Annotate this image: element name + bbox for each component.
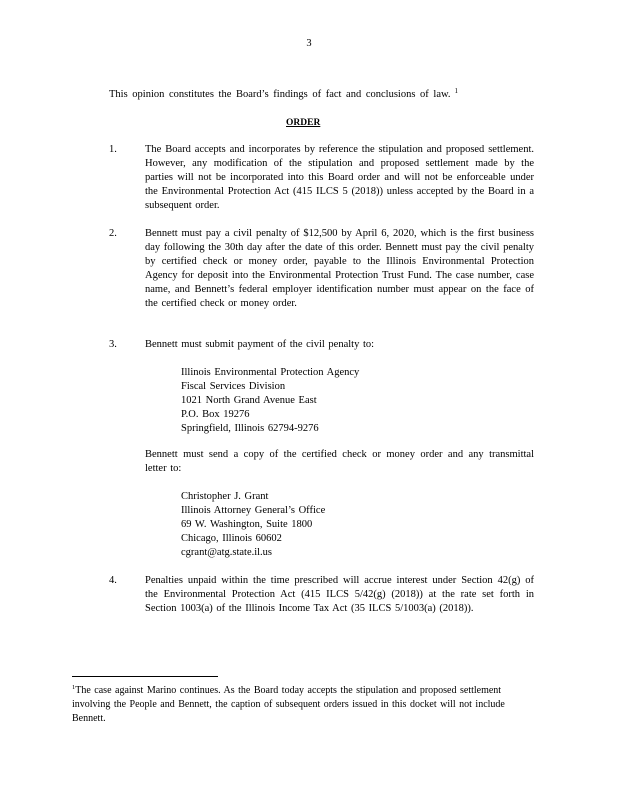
address-line: Illinois Attorney General’s Office — [181, 505, 326, 516]
order-item-3 — [109, 338, 534, 560]
address-line: Springfield, Illinois 62794-9276 — [181, 423, 319, 434]
item-number: 1. — [109, 144, 117, 155]
item-text: Bennett must pay a civil penalty of $12,500 by April 6, 2020, which is the first business day following the 30th day after the date of this order. Bennett must pay the civil penalty by certified check or money order, payable to the Illinois Environmental Protection Agency for deposit into the Environmental Protection Trust Fund. The case number, case name, and Bennett’s federal employer identification number must appear on the face of the certified check or money order. — [145, 228, 534, 309]
item-number: 2. — [109, 228, 117, 239]
order-item-2 — [109, 227, 534, 311]
footnote-text: The case against Marino continues. As the Board today accepts the stipulation and proposed settlement involving the People and Bennett, the caption of subsequent orders issued in this docket will not include Bennett. — [72, 685, 505, 724]
item-text: Penalties unpaid within the time prescribed will accrue interest under Section 42(g) of the Environmental Protection Act (415 ILCS 5/42(g) (2018)) at the rate set forth in Section 1003(a) of the Illinois Income Tax Act (35 ILCS 5/1003(a) (2018)). — [145, 575, 534, 614]
attorney-address — [181, 490, 534, 560]
footnote-reference[interactable]: 1 — [454, 87, 459, 95]
email-link[interactable]: cgrant@atg.state.il.us — [181, 547, 273, 558]
intro-text: This opinion constitutes the Board’s findings of fact and conclusions of law. — [109, 89, 451, 100]
address-line: Illinois Environmental Protection Agency — [181, 367, 360, 378]
address-line: Chicago, Illinois 60602 — [181, 533, 282, 544]
footnote-divider — [72, 676, 218, 677]
item-number: 3. — [109, 339, 117, 350]
item-number: 4. — [109, 575, 117, 586]
address-line: Christopher J. Grant — [181, 491, 269, 502]
page-number: 3 — [306, 38, 312, 49]
address-line: Fiscal Services Division — [181, 381, 286, 392]
address-line: P.O. Box 19276 — [181, 409, 250, 420]
footnote — [72, 684, 532, 726]
address-line: 69 W. Washington, Suite 1800 — [181, 519, 313, 530]
order-heading: ORDER — [286, 118, 321, 128]
footnote-mark: 1 — [72, 684, 76, 691]
copy-instruction-text: Bennett must send a copy of the certified check or money order and any transmittal letter to: — [145, 449, 534, 474]
address-line: 1021 North Grand Avenue East — [181, 395, 317, 406]
payment-address — [181, 366, 534, 436]
intro-paragraph — [109, 88, 509, 102]
item-text: The Board accepts and incorporates by reference the stipulation and proposed settlement. However, any modification of the stipulation and proposed settlement made by the parties will not be incorporated into this Board order and will not be enforceable under the Environmental Protection Act (415 ILCS 5 (2018)) unless accepted by the Board in a subsequent order. — [145, 144, 534, 211]
order-item-1 — [109, 143, 534, 213]
item-text: Bennett must submit payment of the civil penalty to: — [145, 339, 375, 350]
order-item-4 — [109, 574, 534, 616]
